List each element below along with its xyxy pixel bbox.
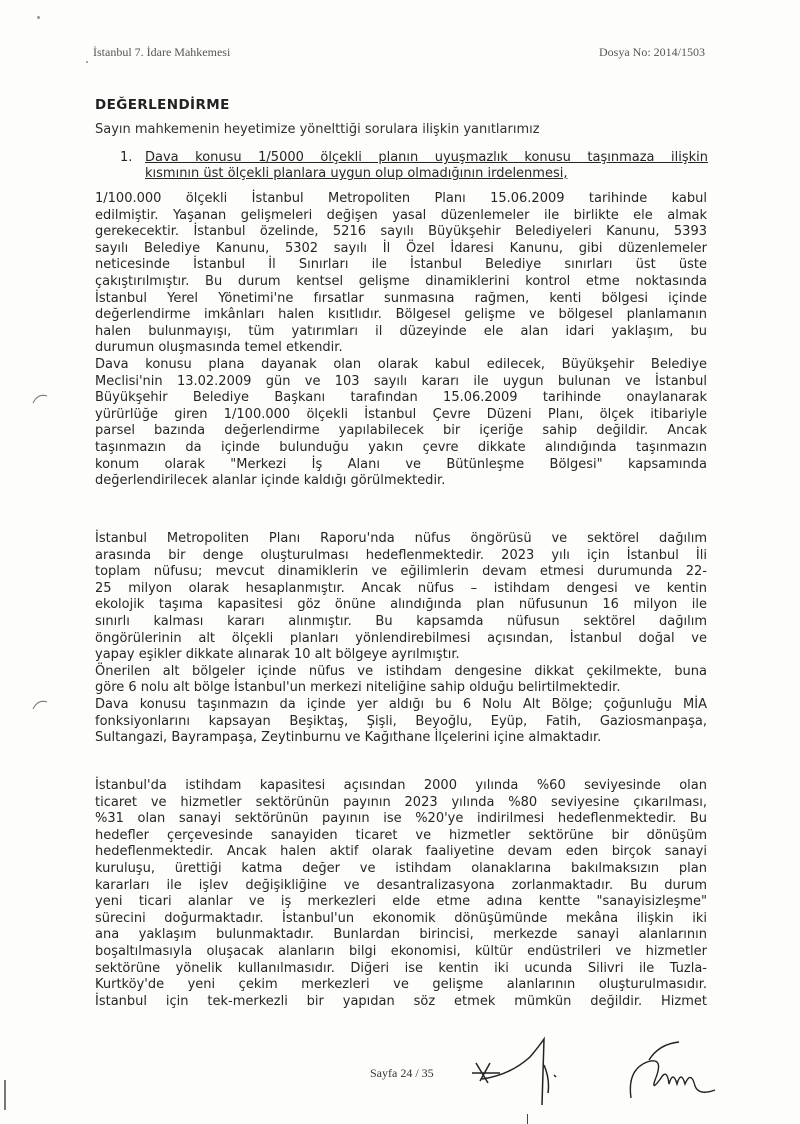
text-line: Büyükşehir Belediye Başkanı tarafından 15.06.2009 tarihinde onaylanarak xyxy=(95,390,707,406)
text-line: konum olarak "Merkezi İş Alanı ve Bütünleşme Bölgesi" kapsamında xyxy=(95,456,707,472)
text-line: yeni ticari alanlar ve iş merkezleri elde etme adına kentte "sanayisizleşme" xyxy=(95,894,707,910)
text-line: değerlendirilecek alanlar içinde kaldığı görülmektedir. xyxy=(95,473,446,489)
text-line: gerekecektir. İstanbul özelinde, 5216 sayılı Büyükşehir Belediyeleri Kanunu, 5393 xyxy=(95,224,707,240)
text-line: neticesinde İstanbul İl Sınırları ile İstanbul Belediye sınırları üst üste xyxy=(95,257,707,273)
court-name: İstanbul 7. İdare Mahkemesi xyxy=(93,45,231,59)
scan-speck xyxy=(86,61,88,63)
text-line: 25 milyon olarak hesaplanmıştır. Ancak nüfus – istihdam dengesi ve kentin xyxy=(95,580,707,596)
paragraph-2 xyxy=(95,531,707,747)
text-line: sayılı Belediye Kanunu, 5302 sayılı İl Özel İdaresi Kanunu, gibi düzenlemeler xyxy=(95,240,707,256)
question-number: 1. xyxy=(120,150,133,165)
text-line: Kurtköy'de yeni çekim merkezleri ve gelişme alanlarının oluşturulmasıdır. xyxy=(95,977,707,993)
text-line: Sultangazi, Bayrampaşa, Zeytinburnu ve Kağıthane İlçelerini içine almaktadır. xyxy=(95,730,602,746)
paragraph-3 xyxy=(95,778,707,1010)
margin-mark xyxy=(32,392,48,404)
text-line: kararları ile işlev değişikliğine ve desantralizasyona zorlanmaktadır. Bu durum xyxy=(95,877,707,893)
text-line: boşaltılmasıyla oluşacak alanların bilgi ekonomisi, kültür endüstrileri ve hizmetler xyxy=(95,943,707,959)
text-line: kuruluşu, ürettiği katma değer ve istihdam olanaklarına bakılmaksızın plan xyxy=(95,860,707,876)
text-line: sektörüne yönelik kullanılmasıdır. Diğeri ise kentin iki ucunda Silivri ile Tuzla- xyxy=(95,960,707,976)
text-line: İstanbul Yerel Yönetimi'ne fırsatlar sunmasına rağmen, kenti bölgesi içinde xyxy=(95,290,707,306)
text-line: sınırlı kalması kararı alınmıştır. Bu kapsamda nüfusun sektörel dağılım xyxy=(95,613,707,629)
text-line: hedeflenmektedir. Ancak halen aktif olarak faaliyetine devam eden birçok sanayi xyxy=(95,844,707,860)
page-number: Sayfa 24 / 35 xyxy=(370,1066,434,1080)
text-line: ticaret ve hizmetler sektörünün payının 2023 yılında %80 seviyesine çıkarılması, xyxy=(95,794,707,810)
text-line: yürürlüğe giren 1/100.000 ölçekli İstanbul Çevre Düzeni Planı, ölçek itibariyle xyxy=(95,406,707,422)
text-line: durumun oluşmasında temel etkendir. xyxy=(95,340,343,356)
paragraph-1 xyxy=(95,191,707,490)
text-line: İstanbul'da istihdam kapasitesi açısından 2000 yılında %60 seviyesinde olan xyxy=(95,778,707,793)
text-line: edilmiştir. Yaşanan gelişmeleri değişen yasal düzenlemeler ile birlikte ele almak xyxy=(95,207,707,223)
text-line: Önerilen alt bölgeler içinde nüfus ve istihdam dengesine dikkat çekilmekte, buna xyxy=(95,663,707,679)
text-line: ana yaklaşım bulunmaktadır. Bunlardan birincisi, merkezde sanayi alanlarının xyxy=(95,927,707,943)
text-line: hedefler çerçevesinde sanayiden ticaret ve hizmetler sektörüne bir dönüşüm xyxy=(95,827,707,843)
text-line: değerlendirme imkânları halen kısıtlıdır. Bölgesel gelişme ve bölgesel planlamanın xyxy=(95,307,707,323)
question-line: Dava konusu 1/5000 ölçekli planın uyuşmazlık konusu taşınmaza ilişkin xyxy=(145,150,708,165)
text-line: taşınmazın da içinde bulunduğu yakın çevre dikkate alındığında taşınmazın xyxy=(95,439,707,455)
text-line: %31 olan sanayi sektörünün payının ise %20'ye indirilmesi hedeflenmektedir. Bu xyxy=(95,811,707,827)
text-line: Dava konusu plana dayanak olan olarak kabul edilecek, Büyükşehir Belediye xyxy=(95,356,707,372)
text-line: arasında bir denge oluşturulması hedeflenmektedir. 2023 yılı için İstanbul İli xyxy=(95,547,707,563)
text-line: İstanbul için tek-merkezli bir yapıdan söz etmek mümkün değildir. Hizmet xyxy=(95,993,707,1009)
text-line: 1/100.000 ölçekli İstanbul Metropoliten Planı 15.06.2009 tarihinde kabul xyxy=(95,191,707,206)
question-line: kısmının üst ölçekli planlara uygun olup olmadığının irdelenmesi, xyxy=(145,166,568,181)
file-number: Dosya No: 2014/1503 xyxy=(599,45,705,59)
signature-1 xyxy=(470,1035,575,1110)
section-heading: DEĞERLENDİRME xyxy=(95,97,230,113)
text-line: halen bulunmayışı, tüm yatırımları il düzeyinde ele alan idari yaklaşım, bu xyxy=(95,323,707,339)
signature-2 xyxy=(625,1040,720,1102)
intro-sentence: Sayın mahkemenin heyetimize yönelttiği sorulara ilişkin yanıtlarımız xyxy=(95,122,540,137)
text-line: yapay eşikler dikkate alınarak 10 alt bölgeye ayrılmıştır. xyxy=(95,647,460,663)
text-line: çakıştırılmıştır. Bu durum kentsel gelişme dinamiklerini kontrol etme noktasında xyxy=(95,273,707,289)
text-line: ekolojik taşıma kapasitesi göz önüne alındığında plan nüfusunun 16 milyon ile xyxy=(95,597,707,613)
text-line: sürecini doğurmaktadır. İstanbul'un ekonomik dönüşümünde mekâna ilişkin iki xyxy=(95,910,707,926)
scan-speck xyxy=(37,16,40,19)
text-line: parsel bazında değerlendirme yapılabilecek bir içeriğe sahip değildir. Ancak xyxy=(95,423,707,439)
text-line: Meclisi'nin 13.02.2009 gün ve 103 sayılı kararı ile uygun bulunan ve İstanbul xyxy=(95,373,707,389)
text-line: fonksiyonlarını kapsayan Beşiktaş, Şişli, Beyoğlu, Eyüp, Fatih, Gaziosmanpaşa, xyxy=(95,713,707,729)
text-line: İstanbul Metropoliten Planı Raporu'nda nüfus öngörüsü ve sektörel dağılım xyxy=(95,531,707,546)
question-text xyxy=(145,150,708,182)
text-line: toplam nüfusu; mevcut dinamiklerin ve eğilimlerin devam etmesi durumunda 22- xyxy=(95,564,707,580)
scan-mark xyxy=(527,1114,528,1124)
text-line: Dava konusu taşınmazın da içinde yer aldığı bu 6 Nolu Alt Bölge; çoğunluğu MİA xyxy=(95,696,707,712)
text-line: öngörülerinin alt ölçekli planları yönlendirebilmesi açısından, İstanbul doğal ve xyxy=(95,630,707,646)
scan-edge xyxy=(4,1080,6,1110)
margin-mark xyxy=(32,698,48,710)
text-line: göre 6 nolu alt bölge İstanbul'un merkezi niteliğine sahip olduğu belirtilmektedir. xyxy=(95,680,621,696)
